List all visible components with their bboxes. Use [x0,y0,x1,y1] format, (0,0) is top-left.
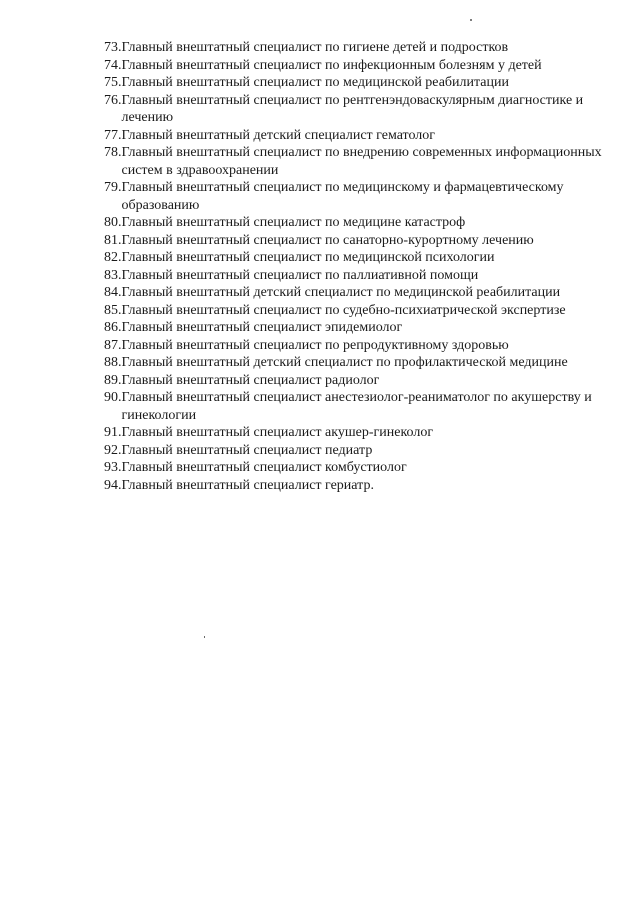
item-number: 77. [104,127,122,143]
item-text: Главный внештатный специалист акушер-гинеколог [121,425,434,440]
item-number: 81. [104,232,122,248]
item-number: 85. [104,302,122,318]
list-item [104,92,604,127]
list-item [104,442,604,460]
item-text: Главный внештатный специалист радиолог [121,372,380,388]
item-number: 74. [104,57,122,73]
item-number: 94. [104,477,122,493]
item-number: 75. [104,75,122,90]
item-text: Главный внештатный специалист по инфекционным болезням у детей [121,57,542,73]
item-text: Главный внештатный детский специалист гематолог [121,127,436,143]
list-item [104,232,604,250]
item-text: Главный внештатный детский специалист по медицинской реабилитации [121,285,561,300]
item-text: Главный внештатный специалист по медицине катастроф [121,215,466,230]
item-number: 89. [104,372,122,388]
item-number: 76. [104,92,122,108]
scan-speck [204,636,205,638]
item-text: Главный внештатный специалист по паллиативной помощи [121,267,479,283]
list-item [104,319,604,337]
specialist-list [104,39,604,494]
item-text: Главный внештатный специалист анестезиолог-реаниматолог по акушерству и гинекологии [121,390,592,423]
item-text: Главный внештатный специалист эпидемиолог [121,320,403,335]
item-text: Главный внештатный специалист по санаторно-курортному лечению [121,232,534,248]
item-text: Главный внештатный специалист по репродуктивному здоровью [121,337,509,353]
scan-speck [470,19,472,21]
list-item [104,179,604,214]
item-text: Главный внештатный специалист по внедрению современных информационных систем в здравоохранении [121,145,602,178]
list-item [104,39,604,57]
list-item [104,424,604,442]
list-item [104,57,604,75]
item-text: Главный внештатный специалист комбустиолог [121,460,407,475]
list-item [104,267,604,285]
item-number: 82. [104,250,122,265]
item-number: 79. [104,180,122,195]
list-item [104,389,604,424]
item-text: Главный внештатный специалист по рентгенэндоваскулярным диагностике и лечению [121,92,584,125]
list-item [104,459,604,477]
list-item [104,302,604,320]
item-number: 93. [104,460,122,475]
item-number: 90. [104,390,122,405]
item-number: 78. [104,145,122,160]
list-item [104,214,604,232]
item-text: Главный внештатный специалист гериатр. [121,477,374,493]
item-text: Главный внештатный специалист по гигиене детей и подростков [121,40,509,55]
item-text: Главный внештатный детский специалист по профилактической медицине [121,355,568,370]
item-number: 92. [104,442,122,458]
item-number: 86. [104,320,122,335]
list-item [104,249,604,267]
list-item [104,337,604,355]
item-text: Главный внештатный специалист по медицинскому и фармацевтическому образованию [121,180,564,213]
list-item [104,74,604,92]
item-number: 80. [104,215,122,230]
list-item [104,284,604,302]
item-text: Главный внештатный специалист педиатр [121,442,373,458]
item-number: 83. [104,267,122,283]
list-item [104,372,604,390]
item-text: Главный внештатный специалист по судебно-психиатрической экспертизе [121,302,566,318]
list-item [104,477,604,495]
item-text: Главный внештатный специалист по медицинской психологии [121,250,495,265]
list-item [104,144,604,179]
list-item [104,354,604,372]
item-number: 84. [104,285,122,300]
item-number: 91. [104,425,122,440]
item-number: 73. [104,40,122,55]
list-item [104,127,604,145]
item-number: 88. [104,355,122,370]
item-number: 87. [104,337,122,353]
item-text: Главный внештатный специалист по медицинской реабилитации [121,75,509,90]
